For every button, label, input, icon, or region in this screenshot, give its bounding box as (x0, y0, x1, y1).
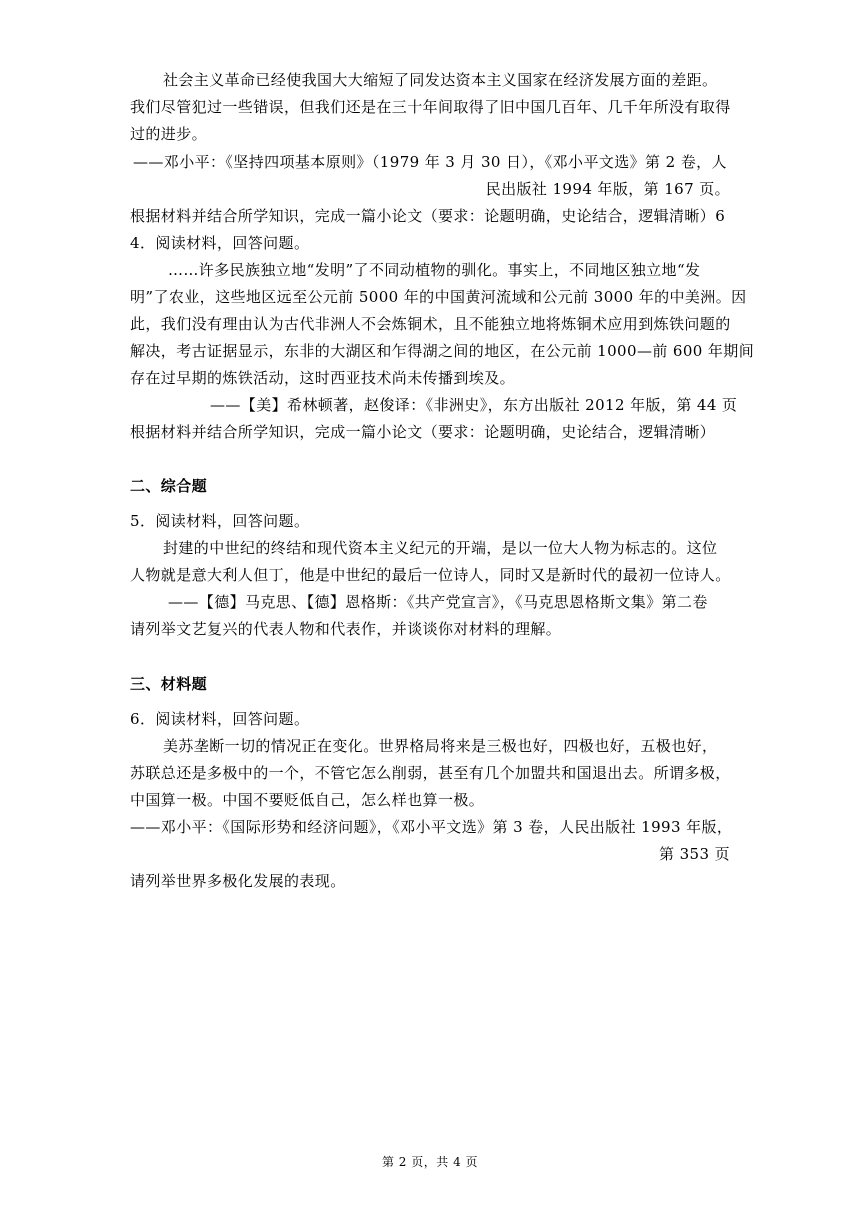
item4-source: ——【美】希林顿著，赵俊译：《非洲史》，东方出版社 2012 年版，第 44 页 (210, 396, 738, 414)
item6-stem: 6．阅读材料，回答问题。 (130, 710, 310, 728)
page-number-footer: 第 2 页，共 4 页 (381, 1155, 479, 1169)
item5-quote-line-1: 封建的中世纪的终结和现代资本主义纪元的开端，是以一位大人物为标志的。这位 (163, 539, 718, 557)
item5-source: ——【德】马克思、【德】恩格斯：《共产党宣言》，《马克思恩格斯文集》第二卷 (168, 593, 708, 611)
item4-quote-line-2: 明”了农业，这些地区远至公元前 5000 年的中国黄河流域和公元前 3000 年的中美洲。因 (130, 288, 747, 306)
item3-quote-line-2: 我们尽管犯过一些错误，但我们还是在三十年间取得了旧中国几百年、几千年所没有取得 (130, 98, 731, 116)
item3-source-line-2: 民出版社 1994 年版，第 167 页。 (485, 180, 730, 198)
item5-quote-line-2: 人物就是意大利人但丁，他是中世纪的最后一位诗人，同时又是新时代的最初一位诗人。 (130, 566, 731, 584)
item4-task: 根据材料并结合所学知识，完成一篇小论文（要求：论题明确，史论结合，逻辑清晰） (130, 423, 716, 441)
item5-task: 请列举文艺复兴的代表人物和代表作，并谈谈你对材料的理解。 (130, 620, 562, 638)
item4-quote-line-4: 解决，考古证据显示，东非的大湖区和乍得湖之间的地区，在公元前 1000—前 600 年期间 (130, 342, 755, 360)
section2-heading: 二、综合题 (130, 477, 208, 495)
item3-task: 根据材料并结合所学知识，完成一篇小论文（要求：论题明确，史论结合，逻辑清晰）6 (130, 207, 726, 225)
item4-stem: 4．阅读材料，回答问题。 (130, 234, 310, 252)
item6-task: 请列举世界多极化发展的表现。 (130, 872, 346, 890)
item4-quote-line-3: 此，我们没有理由认为古代非洲人不会炼铜术，且不能独立地将炼铜术应用到炼铁问题的 (130, 315, 731, 333)
item4-quote-line-1: ……许多民族独立地“发明”了不同动植物的驯化。事实上，不同地区独立地“发 (168, 261, 701, 279)
item6-quote-line-1: 美苏垄断一切的情况正在变化。世界格局将来是三极也好，四极也好，五极也好， (163, 737, 718, 755)
item6-quote-line-2: 苏联总还是多极中的一个，不管它怎么削弱，甚至有几个加盟共和国退出去。所谓多极， (130, 764, 731, 782)
item3-quote-line-3: 过的进步。 (130, 125, 208, 143)
item3-source-line-1: ——邓小平：《坚持四项基本原则》（1979 年 3 月 30 日），《邓小平文选》第 2 卷，人 (133, 153, 727, 171)
item6-source-line-1: ——邓小平：《国际形势和经济问题》，《邓小平文选》第 3 卷，人民出版社 1993 年版， (130, 818, 733, 836)
section3-heading: 三、材料题 (130, 675, 208, 693)
item5-stem: 5．阅读材料，回答问题。 (130, 512, 310, 530)
item6-source-line-2: 第 353 页 (659, 845, 730, 863)
item3-quote-line-1: 社会主义革命已经使我国大大缩短了同发达资本主义国家在经济发展方面的差距。 (163, 71, 718, 89)
item4-quote-line-5: 存在过早期的炼铁活动，这时西亚技术尚未传播到埃及。 (130, 369, 516, 387)
item6-quote-line-3: 中国算一极。中国不要贬低自己，怎么样也算一极。 (130, 791, 485, 809)
